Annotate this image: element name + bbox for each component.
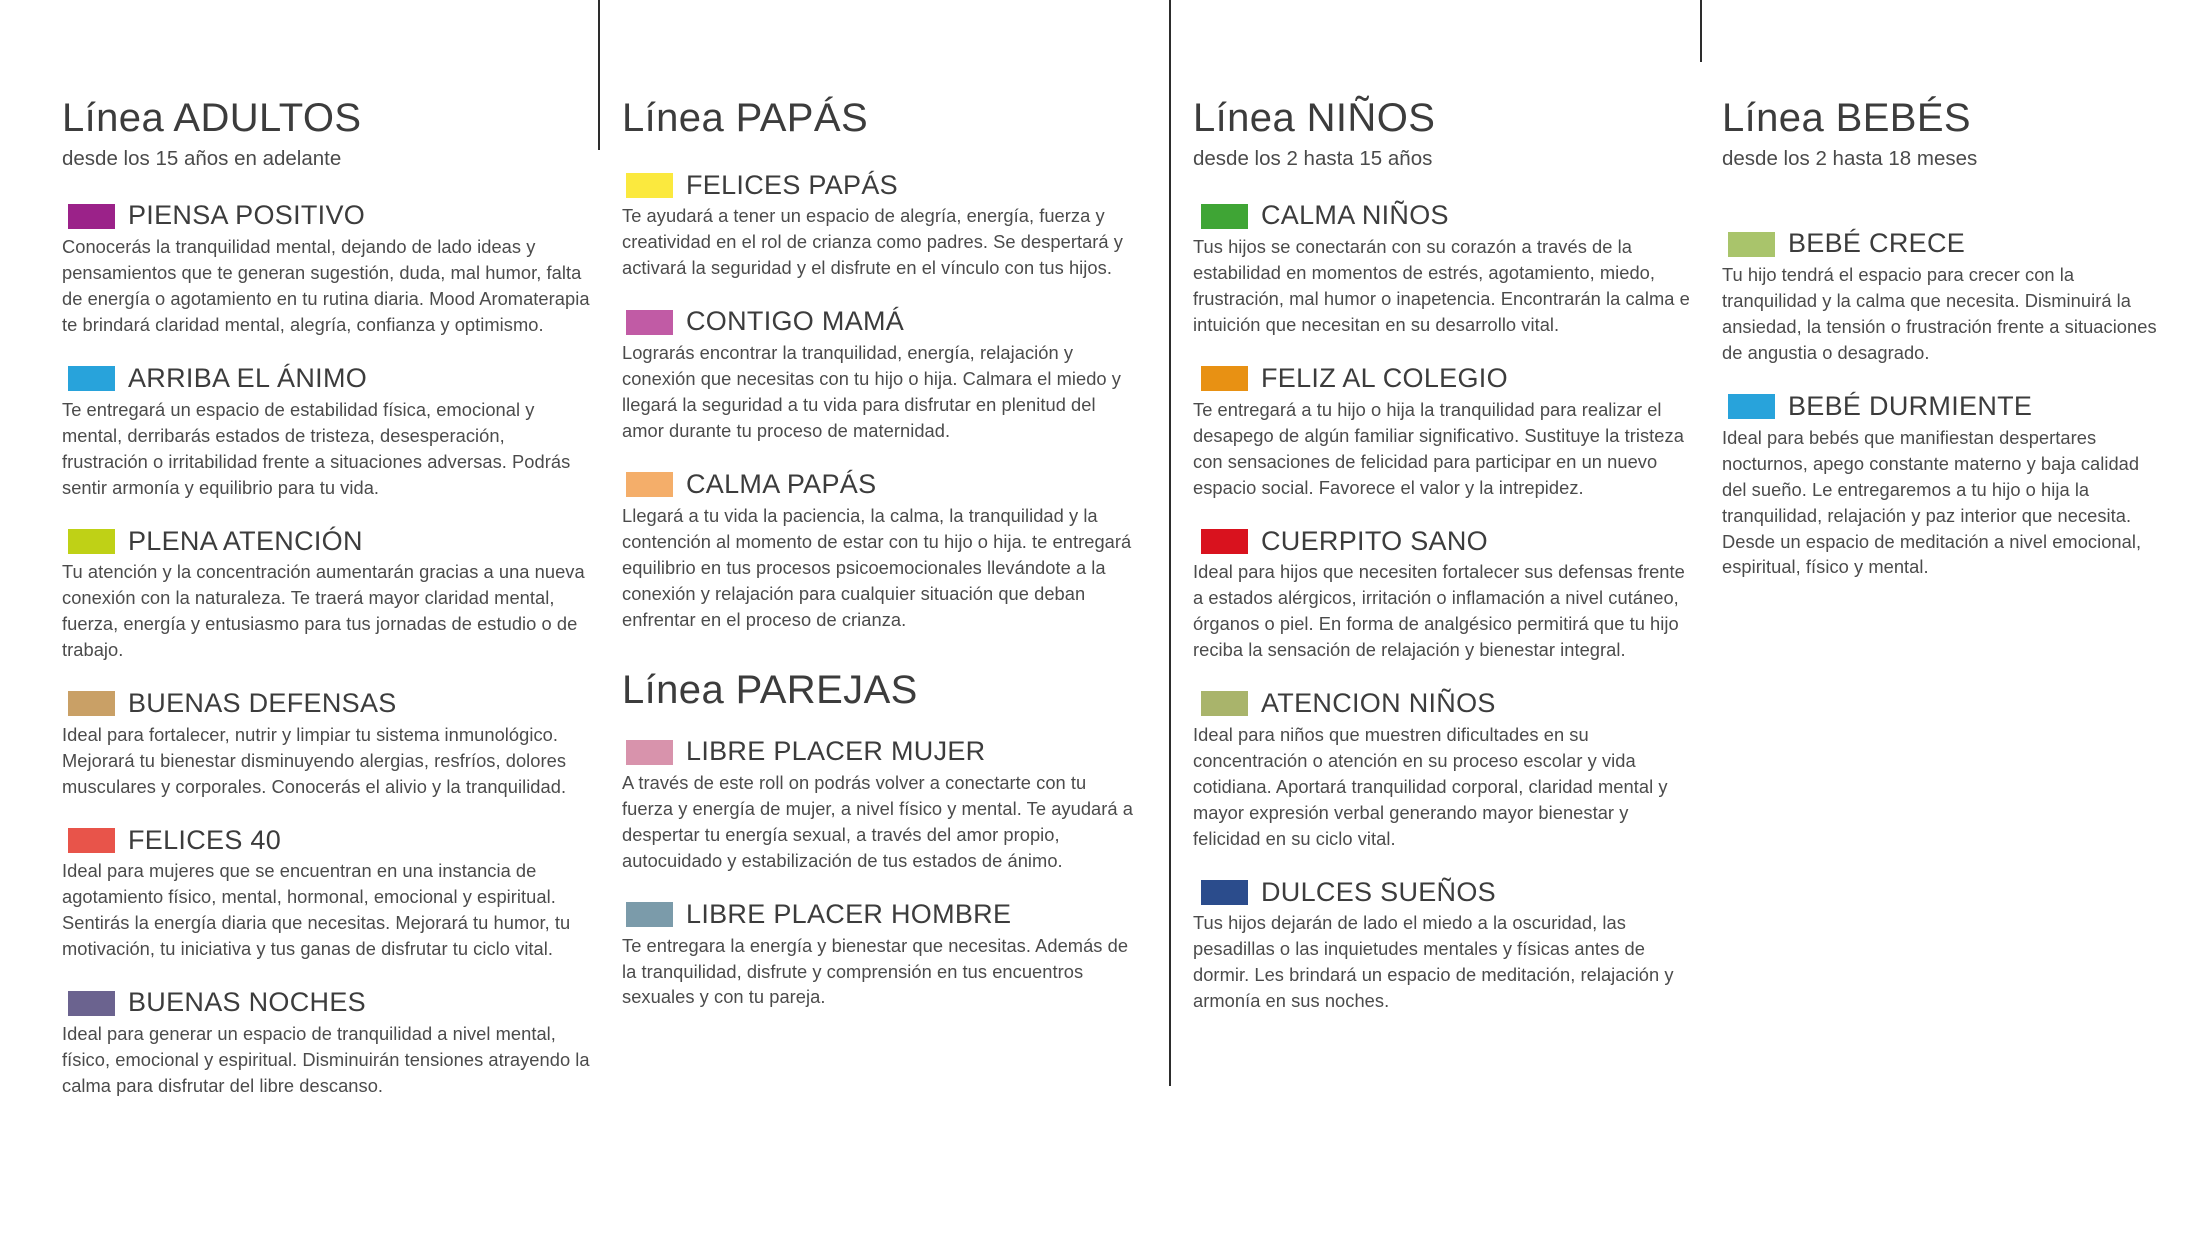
product-header	[1201, 878, 1698, 908]
line-title-ninos: Línea NIÑOS	[1193, 96, 1436, 140]
product-name: CONTIGO MAMÁ	[686, 306, 905, 337]
line-title-bebes: Línea BEBÉS	[1722, 96, 1972, 140]
product-description: Ideal para hijos que necesiten fortalecer sus defensas frente a estados alérgicos, irritación o inflamación a nivel cutáneo, órganos o piel. En forma de analgésico permitirá que tu hijo reciba la sensación de relajación y bienestar integral.	[1193, 561, 1685, 661]
product-header	[1728, 229, 2162, 259]
color-swatch-icon	[68, 828, 115, 853]
column-divider-1	[598, 0, 600, 150]
product-item	[622, 307, 1134, 444]
product-item	[622, 900, 1134, 1011]
product-name: PIENSA POSITIVO	[128, 200, 366, 231]
product-header	[626, 307, 1134, 337]
product-description: A través de este roll on podrás volver a conectarte con tu fuerza y energía de mujer, a nivel físico y mental. Te ayudará a despertar tu energía sexual, a través del amor propio, autocuidado y estabilización de tus estados de ánimo.	[622, 771, 1133, 871]
product-item	[1193, 364, 1698, 501]
product-name: LIBRE PLACER MUJER	[686, 736, 986, 767]
product-header	[626, 737, 1134, 767]
product-description: Tus hijos dejarán de lado el miedo a la oscuridad, las pesadillas o las inquietudes mentales y físicas antes de dormir. Les brindará un espacio de meditación, relajación y armonía en sus noches.	[1193, 912, 1674, 1012]
product-item	[62, 201, 592, 338]
product-description: Te entregará a tu hijo o hija la tranquilidad para realizar el desapego de algún familiar significativo. Sustituye la tristeza con sensaciones de felicidad para participar en un nuevo espacio social. Favorece el valor y la intrepidez.	[1193, 398, 1684, 498]
product-header	[68, 988, 592, 1018]
line-title-parejas: Línea PAREJAS	[622, 668, 918, 713]
column-bebes	[1722, 96, 2162, 606]
line-title-papas: Línea PAPÁS	[622, 96, 869, 140]
product-name: CUERPITO SANO	[1261, 525, 1488, 556]
product-item	[62, 689, 592, 800]
color-swatch-icon	[1201, 366, 1248, 391]
product-item	[62, 826, 592, 963]
product-header	[68, 364, 592, 394]
color-swatch-icon	[626, 902, 673, 927]
product-item	[622, 171, 1134, 282]
product-name: FELICES PAPÁS	[686, 169, 898, 200]
product-description: Ideal para niños que muestren dificultades en su concentración o atención en su proceso escolar y vida cotidiana. Aportará tranquilidad corporal, claridad mental y mayor expresión verbal generando mayor bienestar y felicidad en su ciclo vital.	[1193, 723, 1668, 849]
product-item	[1193, 527, 1698, 664]
product-name: FELIZ AL COLEGIO	[1261, 362, 1508, 393]
product-name: CALMA PAPÁS	[686, 468, 877, 499]
product-item	[62, 988, 592, 1099]
color-swatch-icon	[626, 310, 673, 335]
product-description: Te ayudará a tener un espacio de alegría, energía, fuerza y creatividad en el rol de crianza como padres. Se despertará y activará la seguridad y el disfrute en el vínculo con tus hijos.	[622, 205, 1123, 279]
product-header	[68, 826, 592, 856]
product-name: BUENAS DEFENSAS	[128, 688, 397, 719]
line-subtitle-adultos: desde los 15 años en adelante	[62, 146, 342, 170]
color-swatch-icon	[626, 740, 673, 765]
product-description: Conocerás la tranquilidad mental, dejando de lado ideas y pensamientos que te generan sugestión, duda, mal humor, falta de energía o agotamiento en tu rutina diaria. Mood Aromaterapia te brindará claridad mental, alegría, confianza y optimismo.	[62, 236, 590, 335]
color-swatch-icon	[1201, 204, 1248, 229]
product-name: PLENA ATENCIÓN	[128, 525, 363, 556]
product-header	[1201, 201, 1698, 231]
column-divider-2	[1169, 0, 1171, 1086]
product-description: Te entregará un espacio de estabilidad física, emocional y mental, derribarás estados de tristeza, desesperación, frustración o irritabilidad frente a situaciones adversas. Podrás sentir armonía y equilibrio para tu vida.	[62, 398, 571, 498]
product-name: BEBÉ DURMIENTE	[1788, 390, 2033, 421]
product-description: Te entregara la energía y bienestar que necesitas. Además de la tranquilidad, disfrute y comprensión en tus encuentros sexuales y con tu pareja.	[622, 934, 1129, 1008]
line-subtitle-ninos: desde los 2 hasta 15 años	[1193, 146, 1433, 170]
product-name: ARRIBA EL ÁNIMO	[128, 362, 368, 393]
product-name: DULCES SUEÑOS	[1261, 876, 1496, 907]
product-item	[1193, 689, 1698, 852]
color-swatch-icon	[1201, 529, 1248, 554]
color-swatch-icon	[68, 991, 115, 1016]
product-item	[622, 737, 1134, 874]
product-item	[62, 527, 592, 664]
column-ninos	[1193, 96, 1698, 1040]
product-item	[1193, 878, 1698, 1015]
product-header	[1728, 392, 2162, 422]
product-header	[68, 689, 592, 719]
product-description: Llegará a tu vida la paciencia, la calma, la tranquilidad y la contención al momento de estar con tu hijo o hija. te entregará equilibrio en tus procesos psicoemocionales llevándote a la conexión y relajación para cualquier situación que deban enfrentar en el proceso de crianza.	[622, 504, 1132, 630]
color-swatch-icon	[68, 529, 115, 554]
product-name: BUENAS NOCHES	[128, 987, 366, 1018]
product-name: CALMA NIÑOS	[1261, 200, 1449, 231]
product-header	[626, 171, 1134, 201]
product-description: Ideal para mujeres que se encuentran en una instancia de agotamiento físico, mental, hormonal, emocional y espiritual. Sentirás la energía diaria que necesitas. Mejorará tu humor, tu motivación, tu iniciativa y tus ganas de disfrutar tu ciclo vital.	[62, 860, 571, 960]
product-name: BEBÉ CRECE	[1788, 228, 1966, 259]
product-item	[1722, 392, 2162, 581]
product-description: Tus hijos se conectarán con su corazón a través de la estabilidad en momentos de estrés, agotamiento, miedo, frustración, mal humor o inapetencia. Encontrarán la calma e intuición que necesitan en su desarrollo vital.	[1193, 236, 1690, 335]
color-swatch-icon	[68, 204, 115, 229]
product-description: Ideal para generar un espacio de tranquilidad a nivel mental, físico, emocional y espiritual. Disminuirán tensiones atrayendo la calma para disfrutar del libre descanso.	[62, 1022, 590, 1096]
product-description: Tu atención y la concentración aumentarán gracias a una nueva conexión con la naturaleza. Te traerá mayor claridad mental, fuerza, energía y entusiasmo para tus jornadas de estudio o de trabajo.	[62, 561, 585, 661]
color-swatch-icon	[626, 472, 673, 497]
product-header	[68, 527, 592, 557]
product-header	[68, 201, 592, 231]
color-swatch-icon	[1728, 232, 1775, 257]
product-header	[1201, 527, 1698, 557]
product-header	[1201, 364, 1698, 394]
product-item	[1193, 201, 1698, 338]
product-item	[1722, 229, 2162, 366]
product-item	[622, 470, 1134, 633]
line-subtitle-bebes: desde los 2 hasta 18 meses	[1722, 146, 1978, 170]
color-swatch-icon	[1728, 394, 1775, 419]
product-description: Ideal para fortalecer, nutrir y limpiar tu sistema inmunológico. Mejorará tu bienestar disminuyendo alergias, resfríos, dolores musculares y corporales. Conocerás el alivio y la tranquilidad.	[62, 723, 567, 797]
product-description: Ideal para bebés que manifiestan despertares nocturnos, apego constante materno y baja calidad del sueño. Le entregaremos a tu hijo o hija la tranquilidad, relajación y paz interior que necesita. Desde un espacio de meditación a nivel emocional, espiritual, físico y mental.	[1722, 426, 2142, 578]
line-title-adultos: Línea ADULTOS	[62, 96, 362, 140]
color-swatch-icon	[68, 691, 115, 716]
column-papas	[622, 96, 1134, 1036]
color-swatch-icon	[1201, 691, 1248, 716]
product-description: Tu hijo tendrá el espacio para crecer con la tranquilidad y la calma que necesita. Disminuirá la ansiedad, la tensión o frustración frente a situaciones de angustia o desagrado.	[1722, 264, 2157, 363]
color-swatch-icon	[68, 366, 115, 391]
color-swatch-icon	[626, 173, 673, 198]
product-name: FELICES 40	[128, 824, 282, 855]
product-header	[626, 900, 1134, 930]
column-adultos	[62, 96, 592, 1125]
product-item	[62, 364, 592, 501]
column-divider-3	[1700, 0, 1702, 62]
product-name: ATENCION NIÑOS	[1261, 688, 1496, 719]
product-description: Lograrás encontrar la tranquilidad, energía, relajación y conexión que necesitas con tu hijo o hija. Calmara el miedo y llegará la seguridad a tu vida para disfrutar en plenitud del amor durante tu proceso de maternidad.	[622, 342, 1121, 441]
color-swatch-icon	[1201, 880, 1248, 905]
product-name: LIBRE PLACER HOMBRE	[686, 898, 1012, 929]
product-header	[1201, 689, 1698, 719]
product-header	[626, 470, 1134, 500]
